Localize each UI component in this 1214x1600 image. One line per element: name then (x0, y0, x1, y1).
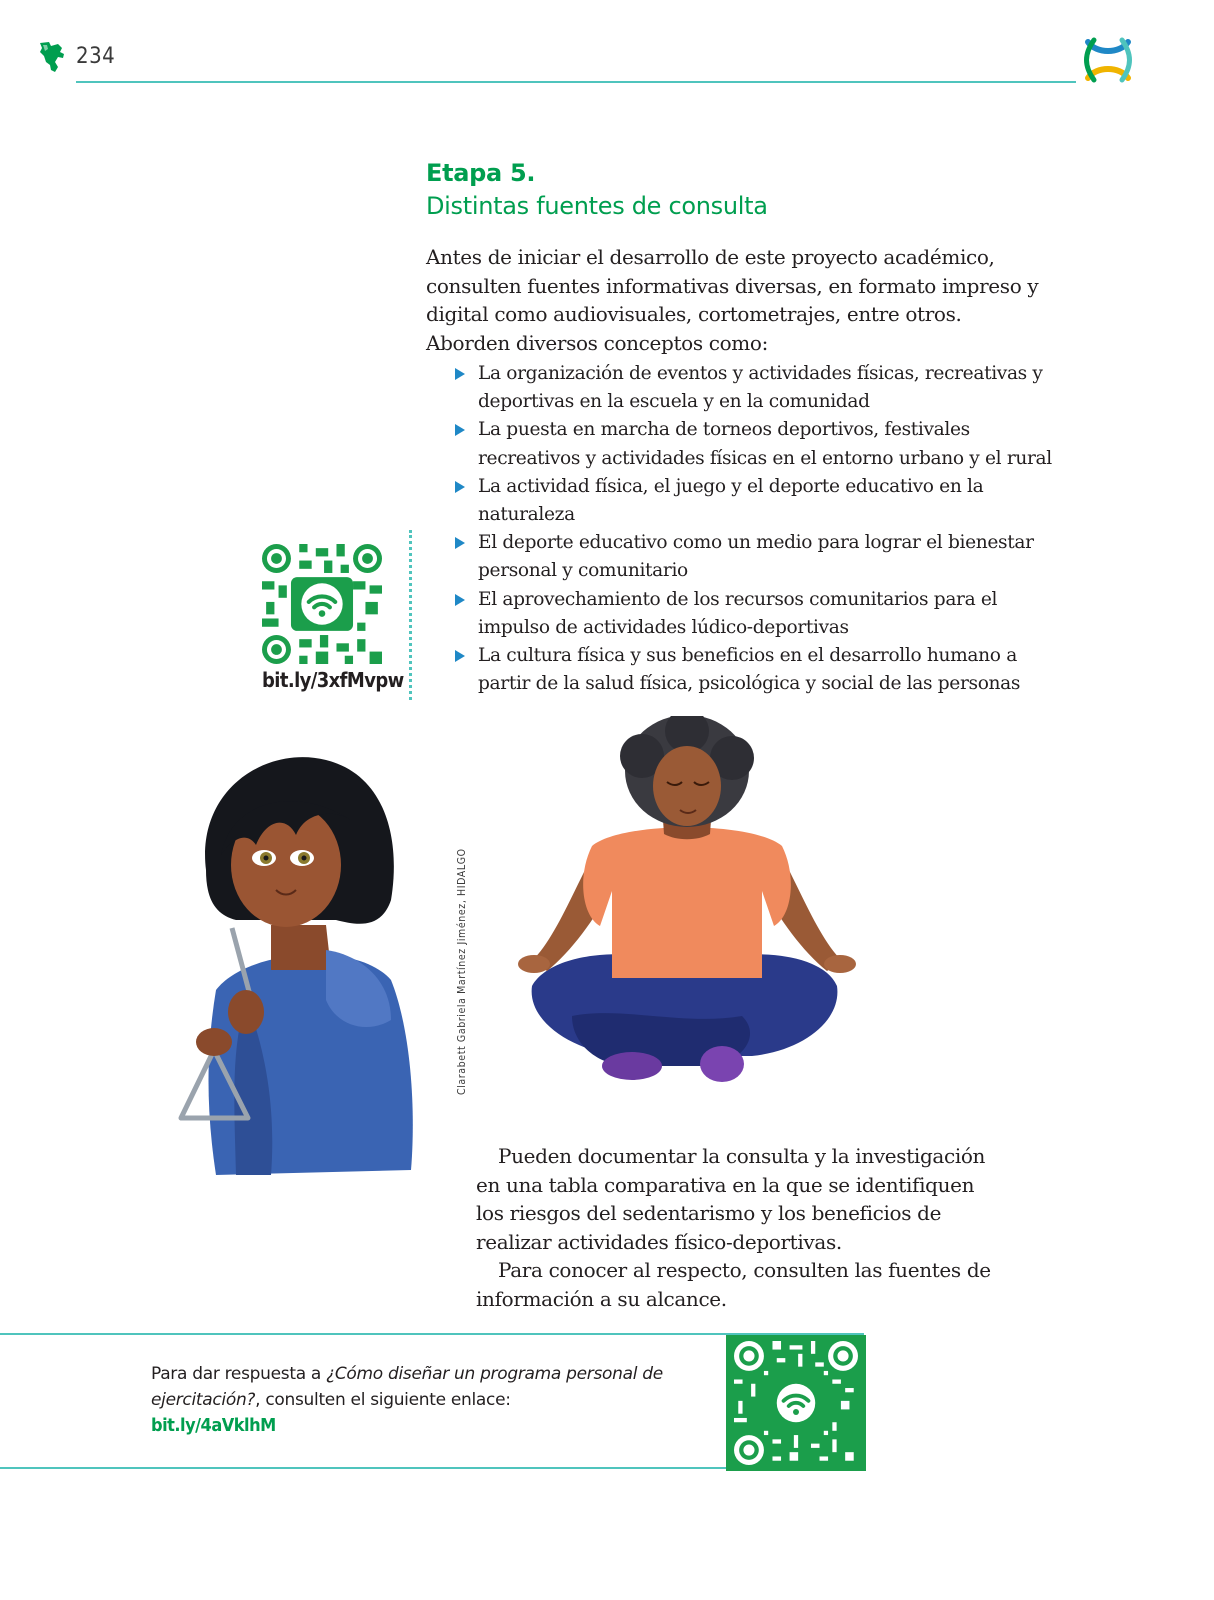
list-item: El aprovechamiento de los recursos comunitarios para el impulso de actividades lúdico-deportivas (452, 586, 1052, 642)
header-rule (76, 81, 1076, 83)
stage-subtitle: Distintas fuentes de consulta (426, 192, 768, 220)
page-number: 234 (76, 44, 116, 69)
stage-title (426, 157, 768, 223)
list-item: La actividad física, el juego y el deporte educativo en la naturaleza (452, 473, 1052, 529)
resource-box (0, 1333, 864, 1469)
box-text-question: ¿Cómo diseñar un programa personal de ejercitación? (151, 1364, 663, 1410)
boy-meditating-illustration (512, 716, 862, 1106)
qr-code[interactable] (734, 1341, 858, 1465)
closing-paragraph: Para conocer al respecto, consulten las fuentes de información a su alcance. (476, 1258, 991, 1311)
dotted-divider (409, 530, 412, 700)
intro-paragraph: Antes de iniciar el desarrollo de este proyecto académico, consulten fuentes informativas diversas, en formato impreso y digital como audiovisuales, cortometrajes, entre otros. Aborden diversos conceptos como: (426, 245, 1039, 355)
resource-link[interactable]: bit.ly/4aVklhM (151, 1415, 276, 1436)
resource-box-text (151, 1361, 711, 1439)
closing-paragraph: Pueden documentar la consulta y la investigación en una tabla comparativa en la que se identifiquen los riesgos del sedentarismo y los beneficios de realizar actividades físico-deportivas. (476, 1144, 986, 1254)
interlinked-arcs-icon (1082, 34, 1134, 86)
list-item: La puesta en marcha de torneos deportivos, festivales recreativos y actividades físicas en el entorno urbano y el rural (452, 416, 1052, 472)
closing-text (476, 1142, 996, 1313)
concepts-list (452, 360, 1052, 698)
stage-number: Etapa 5. (426, 159, 536, 187)
illustration-credit: Clarabett Gabriela Martínez Jiménez, HIDALGO (456, 848, 468, 1095)
list-item: La cultura física y sus beneficios en el desarrollo humano a partir de la salud física, psicológica y social de las personas (452, 642, 1052, 698)
list-item: La organización de eventos y actividades físicas, recreativas y deportivas en la escuela y en la comunidad (452, 360, 1052, 416)
qr-link[interactable]: bit.ly/3xfMvpw (262, 668, 404, 692)
list-item: El deporte educativo como un medio para lograr el bienestar personal y comunitario (452, 529, 1052, 585)
qr-code[interactable] (262, 544, 382, 664)
box-text-after: , consulten el siguiente enlace: (255, 1390, 511, 1410)
girl-with-triangle-illustration (176, 750, 426, 1200)
qr-code-panel (726, 1335, 866, 1471)
box-text-before: Para dar respuesta a (151, 1364, 327, 1384)
mexico-map-icon (36, 40, 68, 74)
